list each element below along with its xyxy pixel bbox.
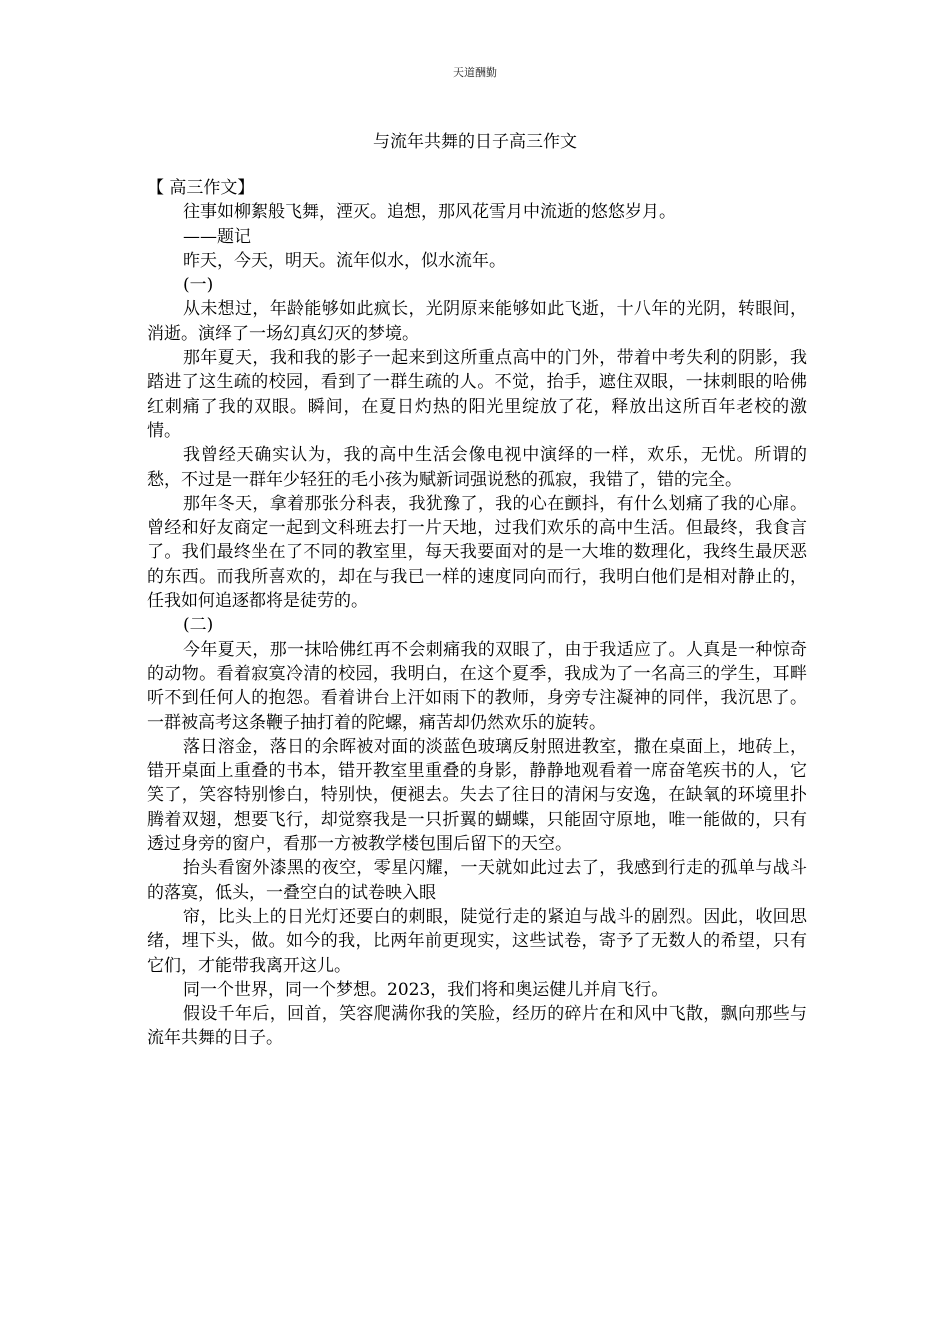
document-body <box>147 176 807 1051</box>
paragraph-epigraph-attribution: ——题记 <box>183 226 251 247</box>
paragraph: 同一个世界，同一个梦想。2023，我们将和奥运健儿并肩飞行。 <box>183 979 669 1000</box>
paragraph: 落日溶金，落日的余晖被对面的淡蓝色玻璃反射照进教室，撒在桌面上，地砖上，错开桌面上重叠的书本，错开教室里重叠的身影，静静地观看着一席奋笔疾书的人，它笑了，笑容特别惨白，特别快，便褪去。失去了往日的清闲与安逸，在缺氧的环境里扑腾着双翅，想要飞行，却觉察我是一只折翼的蝴蝶，只能固守原地，唯一能做的，只有透过身旁的窗户，看那一方被教学楼包围后留下的天空。 <box>147 736 807 855</box>
paragraph: 我曾经天确实认为，我的高中生活会像电视中演绎的一样，欢乐，无忧。所谓的愁，不过是一群年少轻狂的毛小孩为赋新词强说愁的孤寂，我错了，错的完全。 <box>147 445 807 490</box>
paragraph-epigraph: 往事如柳絮般飞舞，湮灭。追想，那风花雪月中流逝的悠悠岁月。 <box>183 202 676 223</box>
section-heading-one: (一) <box>183 275 214 296</box>
paragraph: 昨天，今天，明天。流年似水，似水流年。 <box>183 250 506 271</box>
section-heading-two: (二) <box>183 615 214 636</box>
paragraph: 那年冬天，拿着那张分科表，我犹豫了，我的心在颤抖，有什么划痛了我的心扉。曾经和好友商定一起到文科班去打一片天地，过我们欢乐的高中生活。但最终，我食言了。我们最终坐在了不同的教室里，每天我要面对的是一大堆的数理化，我终生最厌恶的东西。而我所喜欢的，却在与我已一样的速度同向而行，我明白他们是相对静止的，任我如何追逐都将是徒劳的。 <box>147 493 807 612</box>
paragraph: 假设千年后，回首，笑容爬满你我的笑脸，经历的碎片在和风中飞散，飘向那些与流年共舞的日子。 <box>147 1004 807 1049</box>
paragraph: 那年夏天，我和我的影子一起来到这所重点高中的门外，带着中考失利的阴影，我踏进了这生疏的校园，看到了一群生疏的人。不觉，抬手，遮住双眼，一抹刺眼的哈佛红刺痛了我的双眼。瞬间，在夏日灼热的阳光里绽放了花，释放出这所百年老校的激情。 <box>147 348 807 441</box>
paragraph: 今年夏天，那一抹哈佛红再不会刺痛我的双眼了，由于我适应了。人真是一种惊奇的动物。看着寂寞冷清的校园，我明白，在这个夏季，我成为了一名高三的学生，耳畔听不到任何人的抱怨。看着讲台上汗如雨下的教师，身旁专注凝神的同伴，我沉思了。一群被高考这条鞭子抽打着的陀螺，痛苦却仍然欢乐的旋转。 <box>147 639 807 733</box>
page-header: 天道酬勤 <box>453 66 497 79</box>
document-title: 与流年共舞的日子高三作文 <box>373 132 577 152</box>
category-tag: 【 高三作文】 <box>147 178 255 198</box>
paragraph: 抬头看窗外漆黑的夜空，零星闪耀，一天就如此过去了，我感到行走的孤单与战斗的落寞，低头，一叠空白的试卷映入眼 <box>147 858 807 903</box>
paragraph: 帘，比头上的日光灯还要白的刺眼，陡觉行走的紧迫与战斗的剧烈。因此，收回思绪，埋下头，做。如今的我，比两年前更现实，这些试卷，寄予了无数人的希望，只有它们，才能带我离开这儿。 <box>147 906 807 976</box>
paragraph: 从未想过，年龄能够如此疯长，光阴原来能够如此飞逝，十八年的光阴，转眼间，消逝。演绎了一场幻真幻灭的梦境。 <box>147 299 807 344</box>
